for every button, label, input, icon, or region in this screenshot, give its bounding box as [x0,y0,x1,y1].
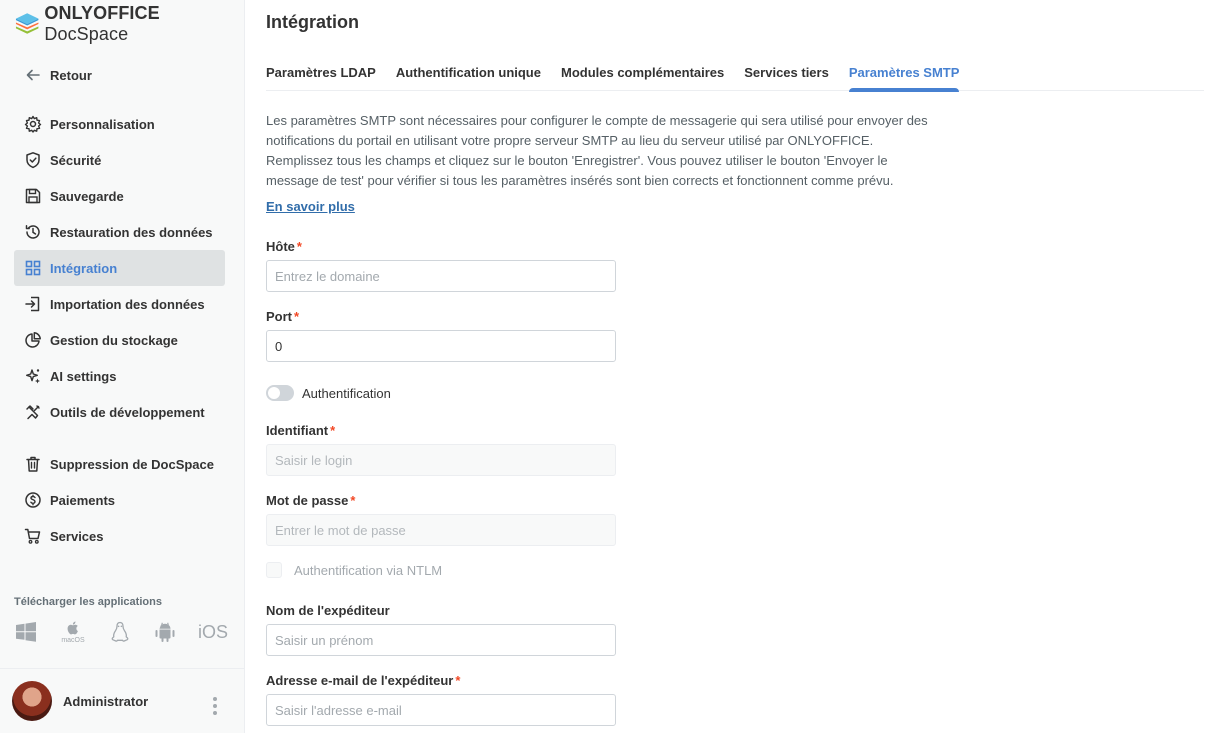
port-input[interactable] [266,330,616,362]
required-asterisk: * [455,673,461,688]
ntlm-row [266,562,442,578]
smtp-description: Les paramètres SMTP sont nécessaires pour configurer le compte de messagerie qui sera utilisé pour envoyer des notifications du portail en utilisant votre propre serveur SMTP au lieu du serveur utilisé par ONLYOFFICE. Remplissez tous les champs et cliquez sur le bouton 'Enregistrer'. Vous pouvez utiliser le bouton 'Envoyer le message de test' pour vérifier si tous les paramètres insérés sont bien corrects et fonctionnent comme prévu. [266,113,928,188]
required-asterisk: * [350,493,356,508]
dollar-coin-icon [24,491,42,509]
macos-caption: macOS [61,637,85,644]
sidebar-item-label: AI settings [50,368,117,384]
cart-icon [24,527,42,545]
arrow-left-icon [24,66,42,84]
tab-smtp[interactable]: Paramètres SMTP [849,60,960,91]
auth-toggle-label: Authentification [302,385,391,401]
history-icon [24,223,42,241]
avatar[interactable] [12,681,52,721]
trash-icon [24,455,42,473]
login-input[interactable] [266,444,616,476]
import-icon [24,295,42,313]
ai-sparkle-icon [24,367,42,385]
onlyoffice-logo-icon [14,11,40,37]
sidebar-item-developer-tools[interactable] [14,394,225,430]
pie-chart-icon [24,331,42,349]
gear-icon [24,115,42,133]
password-input[interactable] [266,514,616,546]
windows-icon[interactable] [14,618,38,646]
back-label: Retour [50,67,92,83]
sidebar-item-backup[interactable] [14,178,225,214]
required-asterisk: * [330,423,336,438]
floppy-disk-icon [24,187,42,205]
settings-nav [14,106,225,554]
logo-text: ONLYOFFICE DocSpace [44,3,160,44]
profile-name: Administrator [63,693,149,709]
shield-icon [24,151,42,169]
sidebar-item-label: Paiements [50,492,116,508]
auth-toggle[interactable] [266,385,294,401]
sidebar-item-label: Sécurité [50,152,102,168]
sidebar-item-personalization[interactable] [14,106,225,142]
sidebar-item-label: Importation des données [50,296,205,312]
password-label: Mot de passe * [266,493,356,508]
sidebar-item-label: Restauration des données [50,224,213,240]
page-title: Intégration [266,12,359,32]
apps-title: Télécharger les applications [14,596,162,608]
sidebar-item-integration[interactable] [14,250,225,286]
host-input[interactable] [266,260,616,292]
sidebar-item-label: Gestion du stockage [50,332,178,348]
sidebar-item-label: Services [50,528,104,544]
sidebar-item-label: Personnalisation [50,116,155,132]
sidebar-item-data-import[interactable] [14,286,225,322]
sender-name-input[interactable] [266,624,616,656]
sidebar-item-label: Outils de développement [50,404,205,420]
required-asterisk: * [294,309,300,324]
macos-icon[interactable] [59,618,87,646]
tab-plugins[interactable]: Modules complémentaires [560,65,725,80]
sidebar-item-storage[interactable] [14,322,225,358]
logo[interactable] [14,3,244,44]
ntlm-label: Authentification via NTLM [294,562,443,578]
more-vertical-icon[interactable] [213,697,217,715]
sender-name-label: Nom de l'expéditeur [266,603,390,618]
developer-tools-icon [24,403,42,421]
sidebar-item-security[interactable] [14,142,225,178]
auth-toggle-row [266,385,391,401]
ntlm-checkbox[interactable] [266,562,282,578]
learn-more-link[interactable]: En savoir plus [266,199,355,214]
back-button[interactable] [14,62,225,88]
sender-email-label: Adresse e-mail de l'expéditeur * [266,673,461,688]
android-icon[interactable] [153,618,177,646]
sidebar-item-services[interactable] [14,518,225,554]
tab-ldap[interactable]: Paramètres LDAP [266,65,376,80]
tabs [266,60,1204,91]
sidebar-item-ai-settings[interactable] [14,358,225,394]
sidebar-item-restore[interactable] [14,214,225,250]
sidebar-item-label: Intégration [50,260,118,276]
required-asterisk: * [296,239,302,254]
sidebar [0,0,245,733]
main-content [266,0,1206,733]
login-label: Identifiant * [266,423,336,438]
sidebar-item-label: Sauvegarde [50,188,124,204]
sidebar-item-payments[interactable] [14,482,225,518]
tab-third-party[interactable]: Services tiers [744,65,829,80]
grid-icon [24,259,42,277]
sidebar-item-label: Suppression de DocSpace [50,456,214,472]
download-apps [14,618,228,646]
host-label: Hôte * [266,239,302,254]
profile-bar [0,668,245,733]
sidebar-item-delete-docspace[interactable] [14,446,225,482]
ios-icon[interactable]: iOS [198,621,229,642]
tab-sso[interactable]: Authentification unique [395,65,541,80]
linux-icon[interactable] [108,618,132,646]
port-label: Port * [266,309,300,324]
sender-email-input[interactable] [266,694,616,726]
